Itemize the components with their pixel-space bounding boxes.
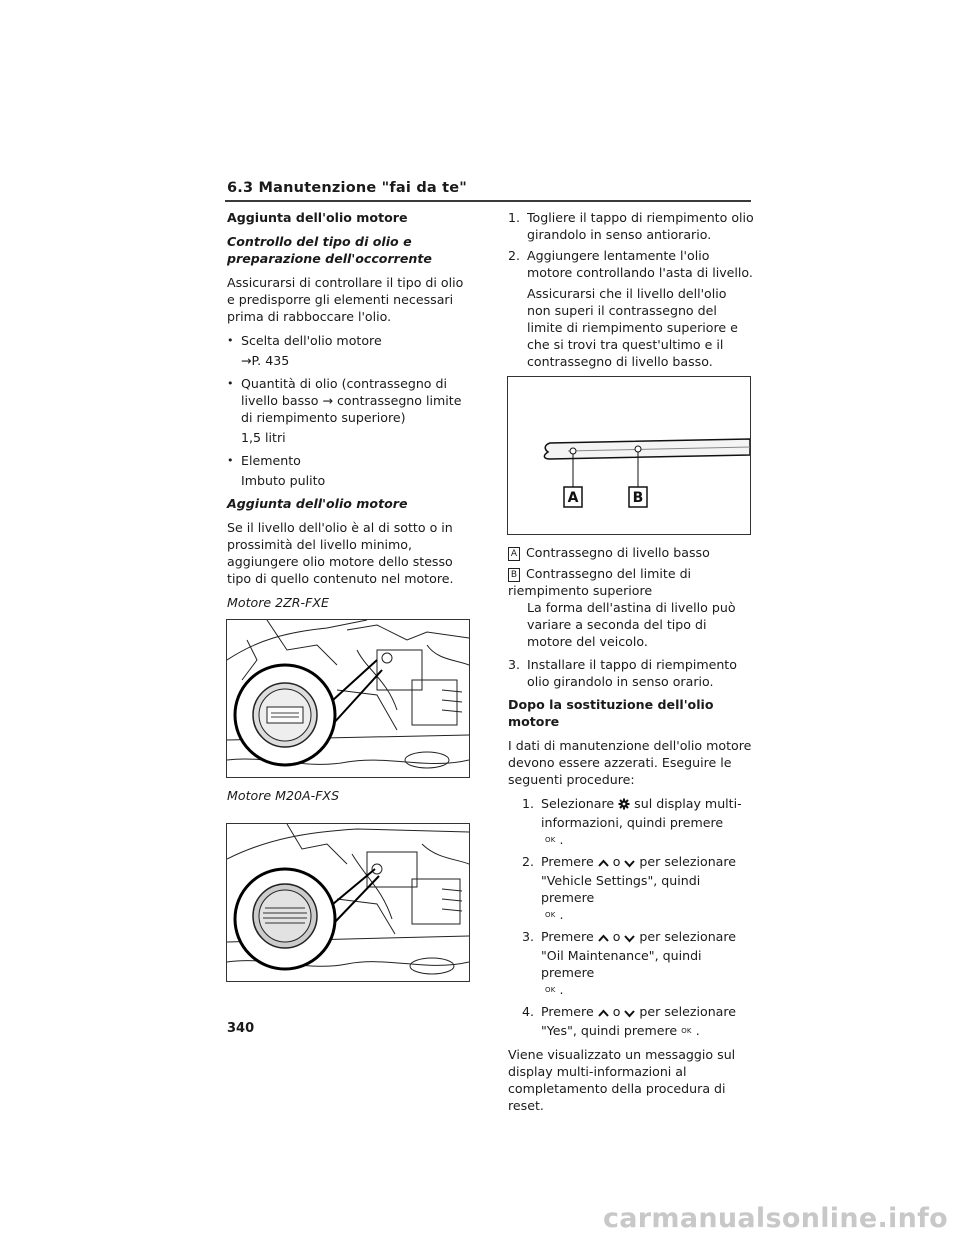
page-number: 340: [227, 1021, 255, 1036]
watermark: carmanualsonline.info: [602, 1203, 948, 1234]
dipstick-label-a: A: [567, 490, 579, 506]
engine-m20a-illustration: [226, 823, 470, 982]
chevron-up-icon: [598, 930, 609, 947]
item-value: Imbuto pulito: [241, 473, 326, 488]
oil-quantity-value: 1,5 litri: [241, 430, 286, 445]
heading-add-oil: Aggiunta dell'olio motore: [227, 210, 408, 225]
step-3: 3. Installare il tappo di riempimento olio girandolo in senso orario.: [508, 657, 737, 689]
chevron-down-icon: [624, 855, 635, 872]
legend-b-badge: B: [508, 568, 520, 582]
right-column-lower: [508, 544, 754, 1121]
add-oil-paragraph: Se il livello dell'olio è al di sotto o in prossimità del livello minimo, aggiungere olio motore dello stesso tipo di quello contenuto nel motore.: [227, 520, 454, 586]
chevron-up-icon: [598, 855, 609, 872]
legend-a: A Contrassegno di livello basso: [508, 544, 754, 561]
bullet-oil-choice: • Scelta dell'olio motore: [227, 332, 473, 349]
procedure-4: 4. Premere o per selezionare "Yes", quindi premere OK .: [522, 1004, 737, 1038]
procedure-2: 2. Premere o per selezionare "Vehicle Settings", quindi premere OK .: [522, 854, 737, 922]
gear-icon: [618, 797, 630, 814]
engine-2zr-illustration: [226, 619, 470, 778]
ok-button-icon: OK: [545, 986, 556, 994]
step-2-note: Assicurarsi che il livello dell'olio non superi il contrassegno del limite di riempimento superiore e che si trovi tra quest'ultimo e il contrassegno di livello basso.: [527, 286, 738, 369]
procedure-3: 3. Premere o per selezionare "Oil Maintenance", quindi premere OK .: [522, 929, 737, 997]
legend-note: La forma dell'astina di livello può variare a seconda del tipo di motore del veicolo.: [527, 600, 736, 649]
caption-engine-2zr: Motore 2ZR-FXE: [227, 595, 329, 610]
step-2: 2. Aggiungere lentamente l'olio motore controllando l'asta di livello.: [508, 248, 753, 280]
chevron-down-icon: [624, 1005, 635, 1022]
procedure-1: 1. Selezionare sul display multi-informazioni, quindi premere OK .: [522, 796, 742, 847]
left-column: [227, 209, 473, 618]
legend-a-badge: A: [508, 547, 520, 561]
reset-complete-paragraph: Viene visualizzato un messaggio sul display multi-informazioni al completamento della procedura di reset.: [508, 1047, 736, 1113]
bullet-oil-quantity: • Quantità di olio (contrassegno di livello basso → contrassegno limite di riempimento superiore): [227, 375, 473, 426]
ok-button-icon: OK: [681, 1027, 692, 1035]
legend-b: B Contrassegno del limite di riempimento superiore: [508, 566, 692, 598]
chevron-down-icon: [624, 930, 635, 947]
ok-button-icon: OK: [545, 911, 556, 919]
intro-paragraph: Assicurarsi di controllare il tipo di olio e predisporre gli elementi necessari prima di rabboccare l'olio.: [227, 275, 464, 324]
dipstick-label-b: B: [632, 490, 644, 506]
step-1: 1. Togliere il tappo di riempimento olio girandolo in senso antiorario.: [508, 210, 754, 242]
right-column: [508, 209, 754, 376]
oil-choice-reference[interactable]: →P. 435: [241, 353, 290, 368]
subheading-check-oil: Controllo del tipo di olio e preparazione dell'occorrente: [227, 234, 432, 266]
dipstick-illustration: [507, 376, 751, 535]
chevron-up-icon: [598, 1005, 609, 1022]
heading-after-oil-change: Dopo la sostituzione dell'olio motore: [508, 697, 714, 729]
header-rule: [225, 200, 751, 202]
subheading-add-oil: Aggiunta dell'olio motore: [227, 496, 408, 511]
caption-engine-m20a: Motore M20A-FXS: [227, 788, 340, 803]
reset-intro: I dati di manutenzione dell'olio motore devono essere azzerati. Eseguire le seguenti procedure:: [508, 738, 752, 787]
bullet-item: • Elemento: [227, 452, 473, 469]
section-title: 6.3 Manutenzione "fai da te": [227, 180, 468, 196]
ok-button-icon: OK: [545, 836, 556, 844]
